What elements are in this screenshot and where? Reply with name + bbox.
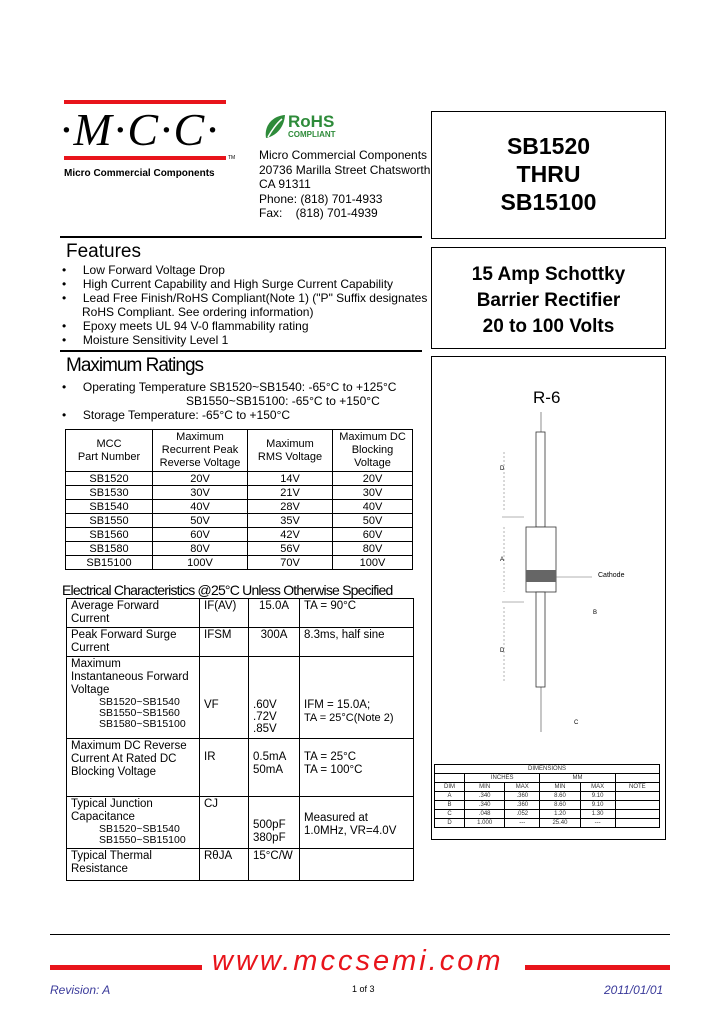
part-line: THRU — [516, 161, 581, 187]
address-line: Micro Commercial Components — [259, 148, 428, 162]
table-row: B .340 .360 8.60 9.10 — [435, 801, 660, 810]
ratings-rule — [60, 350, 422, 352]
address-block — [259, 148, 430, 221]
dimensions-title: DIMENSIONS — [435, 765, 660, 774]
table-row: Maximum Instantaneous Forward Voltage SB1520~SB1540 SB1550~SB1560 SB1580~SB15100 VF .60V .72V .85V IFM = 15.0A; TA = 25°C(Note 2) — [67, 657, 414, 739]
table-row: SB1530 30V 21V 30V — [66, 486, 413, 500]
table-row: SB1550 50V 35V 50V — [66, 514, 413, 528]
package-name: R-6 — [533, 388, 561, 407]
desc-line: 20 to 100 Volts — [482, 316, 615, 337]
table-row: SB1540 40V 28V 40V — [66, 500, 413, 514]
description-box — [431, 247, 666, 349]
footer-url[interactable]: www.mccsemi.com — [212, 945, 504, 977]
dim-label-c: C — [574, 720, 579, 726]
part-number-box — [431, 111, 666, 239]
footer-red-left — [50, 965, 202, 970]
desc-line: 15 Amp Schottky — [471, 264, 626, 285]
op-temp-1: Operating Temperature SB1520~SB1540: -65°C to +125°C — [82, 380, 397, 394]
table-row: A .340 .360 8.60 9.10 — [435, 792, 660, 801]
feature-item: • High Current Capability and High Surge Current Capability — [62, 277, 394, 291]
ratings-header: MCC Part Number — [66, 430, 153, 472]
electrical-table — [66, 598, 414, 881]
table-row: Typical Junction Capacitance SB1520~SB1540 SB1550~SB15100 CJ 500pF 380pF Measured at 1.0MHz, VR=4.0V — [67, 797, 414, 849]
ratings-header: Maximum Recurrent Peak Reverse Voltage — [153, 430, 248, 472]
revision: Revision: A — [50, 983, 111, 997]
footer-date: 2011/01/01 — [604, 983, 664, 997]
mcc-logo: ·M·C·C· — [60, 104, 220, 155]
table-row: C .048 .052 1.20 1.30 — [435, 810, 660, 819]
ratings-table — [65, 429, 413, 570]
ratings-title: Maximum Ratings — [66, 355, 204, 376]
footer-rule — [50, 934, 670, 935]
feature-item: RoHS Compliant. See ordering information) — [82, 305, 314, 319]
table-row: SB1520 20V 14V 20V — [66, 472, 413, 486]
ratings-header: Maximum DC Blocking Voltage — [333, 430, 413, 472]
part-line: SB15100 — [500, 189, 597, 215]
dim-label-b: B — [593, 610, 598, 616]
logo-tm: TM — [228, 155, 236, 161]
cathode-label: Cathode — [598, 572, 625, 579]
features-title: Features — [66, 241, 141, 262]
table-row: SB1560 60V 42V 60V — [66, 528, 413, 542]
desc-line: Barrier Rectifier — [476, 290, 621, 311]
table-row: Peak Forward Surge Current IFSM 300A 8.3ms, half sine — [67, 628, 414, 657]
rohs-sub: COMPLIANT — [288, 130, 336, 139]
address-line: Fax: (818) 701-4939 — [259, 206, 378, 220]
ratings-header: Maximum RMS Voltage — [248, 430, 333, 472]
rohs-title: RoHS — [288, 112, 335, 131]
storage-temp: Storage Temperature: -65°C to +150°C — [82, 408, 291, 422]
diode-drawing — [432, 412, 662, 737]
table-row: SB15100 100V 70V 100V — [66, 556, 413, 570]
ratings-notes: • Operating Temperature SB1520~SB1540: -65°C to +125°C SB1550~SB15100: -65°C to +150°C • Storage Temperature: -65°C to +150°C — [62, 380, 397, 422]
features-list — [62, 263, 432, 347]
table-row: Average Forward Current IF(AV) 15.0A TA = 90°C — [67, 599, 414, 628]
footer-red-right — [525, 965, 670, 970]
dim-label-d-bottom: D — [500, 648, 505, 654]
features-rule — [60, 236, 422, 238]
table-row: Typical Thermal Resistance RθJA 15°C/W — [67, 849, 414, 881]
table-row: SB1580 80V 56V 80V — [66, 542, 413, 556]
feature-item: • Lead Free Finish/RoHS Compliant(Note 1) ("P" Suffix designates — [62, 291, 428, 305]
rohs-leaf-icon — [262, 112, 288, 147]
dim-label-a: A — [500, 557, 505, 563]
logo-bottom-bar — [64, 156, 226, 160]
feature-item: • Moisture Sensitivity Level 1 — [62, 333, 229, 347]
table-row: D 1.000 --- 25.40 --- — [435, 819, 660, 828]
dim-label-d-top: D — [500, 466, 505, 472]
page-number: 1 of 3 — [352, 984, 375, 994]
address-line: Phone: (818) 701-4933 — [259, 191, 383, 206]
address-line: CA 91311 — [259, 177, 311, 191]
dimensions-table: DIMENSIONS INCHES MM DIM MIN MAX MIN MAX NOTE A .340 .360 8.60 9.10 B .340 .360 8.60 9.10 C .048 .052 1.20 1.30 D 1.000 --- 25.40 --- — [434, 764, 660, 828]
company-name: Micro Commercial Components — [64, 168, 215, 179]
electrical-title: Electrical Characteristics @25°C Unless Otherwise Specified — [62, 582, 393, 598]
op-temp-2: SB1550~SB15100: -65°C to +150°C — [186, 394, 380, 408]
feature-item: • Low Forward Voltage Drop — [62, 263, 225, 277]
table-row: Maximum DC Reverse Current At Rated DC Blocking Voltage IR 0.5mA 50mA TA = 25°C TA = 100°C — [67, 739, 414, 797]
address-line: 20736 Marilla Street Chatsworth — [259, 162, 431, 177]
feature-item: • Epoxy meets UL 94 V-0 flammability rating — [62, 319, 309, 333]
part-line: SB1520 — [506, 133, 591, 159]
